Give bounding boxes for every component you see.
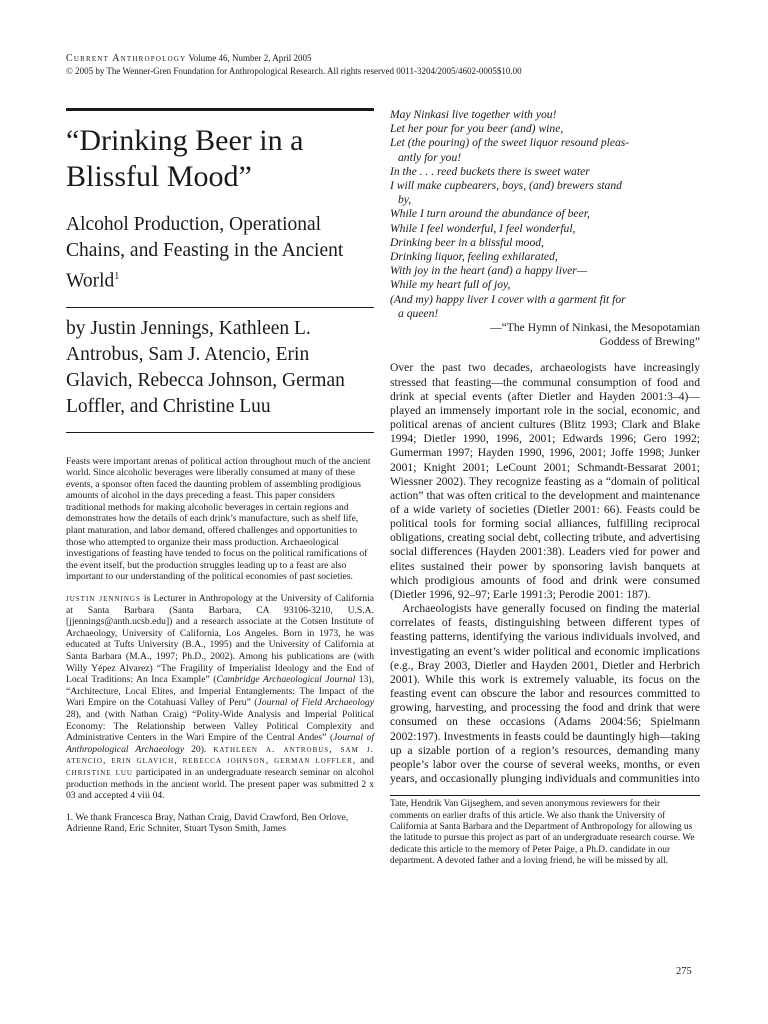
bio-journal-3: Journal of Anthropological Archaeology [66,732,374,755]
footnote-marker[interactable]: 1 [114,271,120,282]
poem-line: antly for you! [398,150,462,164]
bio-text-d: 20). [184,743,214,755]
body-paragraph-2: Archaeologists have generally focused on finding the material correlates of feasts, distinguishing between different types of feasting patterns, identifying the various individuals involved, and investigating an event’s wider political and economic implications (e.g., Bray 2003, Dietler and Hayden 2001, Dietler and Herbrich 2001). While this work is extremely valuable, its focus on the feasting event can obscure the labor and resources committed to growing, harvesting, and processing the food and drink that were consumed on these occasions (Adams 2004:56; Spielmann 2002:197). Investments in feasts could be dauntingly high—taking up a sizable portion of a region’s resources, demanding many people’s labor over the course of several weeks, months, or even years, and occasionally plunging individuals and communities into [390,602,700,785]
abstract: Feasts were important arenas of political action throughout much of the ancient world. Since alcoholic beverages were liberally consumed at many of these events, a sponsor often faced the daunting problem of assembling prodigious amounts of alcohol in the days preceding a feast. This paper considers traditional methods for making alcoholic beverages in certain regions and demonstrates how the details of each drink’s manufacture, such as shelf life, plant maturation, and labor demand, offered challenges and opportunities to those who attempted to organize their mass production. Archaeological investigations of feasting have tended to focus on the political ramifications of the event itself, but the production struggles leading up to a feast are also important to our understanding of the political economies of past societies. [66,455,371,583]
article-title: “Drinking Beer in a Blissful Mood” [66,124,304,193]
bio-text-a: is Lecturer in Anthropology at the University of California at Santa Barbara (Santa Barbara, CA 93106-3210, U.S.A. [jjennings@anth.ucsb.edu]) and a research associate at the Cotsen Institute of Archaeology, University of California, Los Angeles. Born in 1973, he was educated at Tufts University (B.A., 1995) and the University of California at Santa Barbara (M.A., 1997; Ph.D., 2002). Among his publications are (with Willy Yépez Alvarez) “The Fragility of Imperialist Ideology and the End of Local Traditions: An Inca Example” ( [66,593,374,686]
epigraph-poem [390,108,700,321]
poem-line: Drinking beer in a blissful mood, [390,235,544,249]
page-number: 275 [676,966,692,977]
bio-last-coauthor: christine luu [66,766,133,778]
article-subtitle [66,212,374,295]
title-top-rule [66,108,374,111]
bio-text-e: participated in an undergraduate research seminar on alcohol production methods in the ancient world. The present paper was submitted 2 x 03 and accepted 4 viii 04. [66,766,375,802]
running-header [66,52,706,77]
bio-journal-1: Cambridge Archaeological Journal [216,674,356,686]
journal-line [66,52,706,65]
subtitle-text: Alcohol Production, Operational Chains, and Feasting in the Ancient World [66,214,344,292]
body-paragraph-1: Over the past two decades, archaeologists have increasingly stressed that feasting—the communal consumption of food and drink at special events (after Dietler and Hayden 2001:3–4)—played an immensely important role in the social, economic, and political arenas of ancient cultures (Blitz 1993; Clark and Blake 1994; Dietler 1990, 1996, 2001; Edwards 1996; Gero 1992; Gumerman 1997; Hayden 1990, 1996, 2001; Joffe 1998; Junker 2001; Knight 2001; LeCount 2001; Schmandt-Bessarat 2001; Wiessner 2002). They recognize feasting as a “domain of political action” that was often critical to the development and maintenance of a wide variety of societies (Dietler 2001: 66). Feasts could be political tools for forming social alliances, fulfilling reciprocal obligations, creating social debt, collecting tribute, and advertising social differences (Hayden 2001:38). Leaders vied for power and elites sustained their power by sponsoring lavish banquets at which prodigious amounts of food and drink were consumed (Dietler 1996, 92–97; Earle 1991:3; Perodie 2001: 187). [390,361,700,601]
poem-line: I will make cupbearers, boys, (and) brewers stand [390,179,622,193]
bio-text-b: 13), “Architecture, Local Elites, and Imperial Entanglements: The Impact of the Wari Empire on the Cotahuasi Valley of Peru” ( [66,674,374,709]
issue-info: Volume 46, Number 2, April 2005 [188,53,312,63]
poem-line: Drinking liquor, feeling exhilarated, [390,250,558,264]
poem-line: Let (the pouring) of the sweet liquor resound pleas- [390,136,630,150]
attribution-line-2: Goddess of Brewing” [599,335,700,349]
attribution-line-1: —“The Hymn of Ninkasi, the Mesopotamian [490,321,700,335]
poem-line: With joy in the heart (and) a happy liver— [390,264,588,278]
bio-journal-2: Journal of Field Archaeology [257,697,374,709]
bio-author-name: justin jennings [66,593,141,605]
body-text [390,361,700,786]
poem-line: While I feel wonderful, I feel wonderful, [390,221,576,235]
journal-name: Current Anthropology [66,53,187,64]
article-authors: by Justin Jennings, Kathleen L. Antrobus, Sam J. Atencio, Erin Glavich, Rebecca Johnson, German Loffler, and Christine Luu [66,317,345,417]
poem-line: May Ninkasi live together with you! [390,108,557,121]
poem-line: (And my) happy liver I cover with a garment fit for [390,292,626,306]
footnote-1: 1. We thank Francesca Bray, Nathan Craig, David Crawford, Ben Orlove, Adrienne Rand, Eric Schniter, Stuart Tyson Smith, James [66,811,349,835]
author-bio [66,593,374,802]
bio-coauthors: kathleen a. antrobus, sam j. atencio, erin glavich, rebecca johnson, german loffler, [66,743,374,767]
poem-line: While my heart full of joy, [390,278,511,292]
poem-line: While I turn around the abundance of beer, [390,207,590,221]
poem-line: a queen! [398,306,439,320]
bio-text-c: 28), and (with Nathan Craig) “Polity-Wide Analysis and Imperial Political Economy: The Relationship between Valley Political Complexity and Administrative Centers in the Wari Empire of the Central Andes” ( [66,708,374,744]
poem-line: In the . . . reed buckets there is sweet water [390,164,590,178]
bio-and: and [356,755,374,767]
left-column [66,108,374,835]
acknowledgments-continued: Tate, Hendrik Van Gijseghem, and seven anonymous reviewers for their comments on earlier drafts of this article. We also thank the University of California at Santa Barbara and the Department of Anthropology for allowing us the latitude to pursue this project as part of an undergraduate research course. We dedicate this article to the memory of Peter Paige, a Ph.D. candidate in our department. A devoted father and a loving friend, he will be missed by all. [390,799,695,867]
poem-line: Let her pour for you beer (and) wine, [390,122,564,136]
epigraph-attribution [390,321,700,349]
poem-line: by, [398,193,412,207]
right-column [390,108,700,868]
copyright-line: © 2005 by The Wenner-Gren Foundation for Anthropological Research. All rights reserved 0011-3204/2005/4602-0005$10.00 [66,66,522,76]
